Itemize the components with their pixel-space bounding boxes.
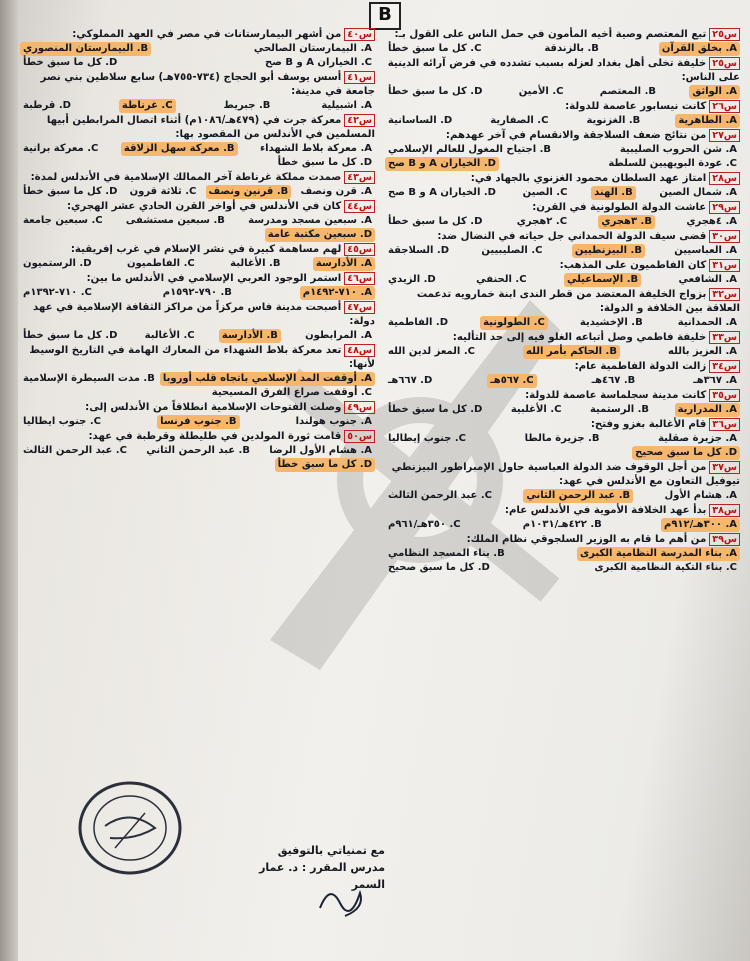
question-number: س٤٤ [344,200,375,213]
answer-option: A. جنوب هولندا [295,416,372,427]
answer-options [20,257,375,271]
answer-option-highlighted: A. بخلق القرآن [659,42,740,56]
question-stem-line [385,28,740,42]
answer-option-highlighted: C. غرناطة [119,99,176,113]
answer-options [385,374,740,388]
question-number: س٣١ [709,259,740,272]
answer-option-highlighted: D. كل ما سبق صحيح [632,446,740,460]
answer-option: C. المعز لدين الله [388,346,475,357]
answer-option: A. معركة بلاط الشهداء [260,143,372,154]
answer-option-highlighted: C. ٥٦٧هـ [487,374,536,388]
answer-options [385,489,740,503]
question-text: أسس يوسف أبو الحجاج (٧٣٤-٧٥٥هـ) سابع سلاطين بني نصر جامعة في مدينة: [40,72,375,97]
answer-options [20,42,375,70]
answer-option: B. جبريط [223,100,271,111]
answer-option-highlighted: A. الواثق [689,85,740,99]
answer-options [385,143,740,171]
right-question-column [385,28,740,576]
question-stem-line [20,171,375,185]
answer-option: C. الأمين [518,86,564,97]
answer-options [385,85,740,99]
answer-option: D. كل ما سبق خطأ [388,86,483,97]
answer-option: B. سبعين مستشفى [125,215,225,226]
answer-option: B. الأغالبة [230,258,281,269]
question-block [385,504,740,532]
question-stem-line [385,389,740,403]
question-block [385,129,740,171]
answer-option: A. البيمارستان الصالحي [253,43,372,54]
question-number: س٤٩ [344,401,375,414]
answer-option-highlighted: D. الخياران A و B صح [385,157,499,171]
answer-option: C. عودة البويهيين للسلطة [608,158,737,169]
answer-option: A. الشافعي [678,274,737,285]
answer-option: C. كل ما سبق خطأ [388,43,482,54]
question-stem-line [385,461,740,489]
question-block [385,172,740,200]
question-text: كانت نيسابور عاصمة للدولة: [565,101,707,112]
answer-option: D. كل ما سبق صحيح [388,562,490,573]
answer-option: A. ٤هجري [686,216,737,227]
question-text: وصلت الفتوحات الإسلامية انطلاقاً من الأندلس إلى: [85,402,342,413]
question-block [385,533,740,575]
answer-option: D. كل ما سبق خطأ [388,404,483,415]
left-question-column [20,28,375,473]
question-number: س٣٤ [709,360,740,373]
answer-option-highlighted: A. بناء المدرسة النظامية الكبرى [577,547,740,561]
answer-option: C. الصين [522,187,568,198]
question-block [385,389,740,417]
question-block [20,243,375,271]
answer-option: A. سبعين مسجد ومدرسة [248,215,372,226]
answer-option: C. ٣٥٠هـ/٩٦١م [388,519,461,530]
answer-option: D. كل ما سبق خطأ [277,157,372,168]
question-text: قام الأغالبة بغزو وفتح: [590,419,707,430]
answer-options [385,345,740,359]
answer-option: B. المعتصم [599,86,656,97]
answer-option: C. الفاطميون [126,258,195,269]
answer-options [20,99,375,113]
question-block [385,461,740,503]
answer-option: B. جزيرة مالطا [524,433,600,444]
answer-option: A. الحمدانية [677,317,737,328]
question-block [20,344,375,400]
answer-option: C. الأغلبية [510,404,562,415]
answer-option: B. بناء المسجد النظامي [388,548,505,559]
answer-option-highlighted: B. عبد الرحمن الثاني [523,489,633,503]
question-block [20,114,375,170]
answer-option-highlighted: B. البيزنطيين [572,244,645,258]
question-block [20,272,375,300]
question-stem-line [385,331,740,345]
question-block [385,418,740,460]
answer-option-highlighted: B. الهند [591,186,636,200]
answer-option-highlighted: B. الحاكم بأمر الله [523,345,620,359]
page-letter-box: B [369,2,401,30]
question-number: س٣٢ [709,288,740,301]
question-number: س٢٧ [709,129,740,142]
answer-option: C. جنوب إيطاليا [388,433,466,444]
answer-option: B. ٧٩٠-١٥٩٢م [162,287,232,298]
question-stem-line [385,230,740,244]
answer-options [385,215,740,229]
answer-option-highlighted: D. سبعين مكتبة عامة [265,228,375,242]
answer-options [385,432,740,460]
question-stem-line [385,360,740,374]
question-text: من أهم ما قام به الوزير السلجوقي نظام الملك: [466,534,707,545]
answer-options [385,114,740,128]
question-text: أصبحت مدينة فاس مركزاً من مراكز الثقافة الإسلامية في عهد دولة: [33,302,375,327]
answer-option-highlighted: A. ٧١٠-١٤٩٢م [300,286,375,300]
question-block [385,288,740,330]
answer-option: C. جنوب ايطاليا [23,416,101,427]
answer-option: C. سبعين جامعة [23,215,103,226]
answer-option: C. عبد الرحمن الثالث [388,490,492,501]
answer-option: D. قرطبة [23,100,71,111]
answer-option: C. الأغالبة [144,330,195,341]
answer-option: B. الرستمية [589,404,650,415]
answer-option: B. ٤٢٢هـ/١٠٣١م [522,519,602,530]
question-block [385,331,740,359]
question-number: س٢٦ [709,100,740,113]
question-text: تبع المعتصم وصية أخيه المأمون في حمل الناس على القول بـ: [394,29,707,40]
answer-options [385,186,740,200]
question-number: س٢٨ [709,172,740,185]
answer-options [20,415,375,429]
question-number: س٤٧ [344,301,375,314]
answer-options [385,42,740,56]
question-stem-line [20,28,375,42]
question-number: س٣٩ [709,533,740,546]
question-text: كان الفاطميون على المذهب: [559,260,707,271]
answer-option-highlighted: A. المدرارية [675,403,740,417]
question-number: س٤٨ [344,344,375,357]
question-block [385,360,740,388]
question-block [385,57,740,99]
question-block [20,200,375,242]
answer-option-highlighted: C. الطولونية [480,316,548,330]
question-stem-line [20,401,375,415]
answer-option: A. ٣٦٧هـ [693,375,737,386]
answer-option: A. قرن ونصف [300,186,372,197]
question-stem-line [20,200,375,214]
answer-option: C. ثلاثة قرون [129,186,197,197]
answer-option: D. الساسانية [388,115,453,126]
answer-option: C. أوقفت صراع الفرق المسيحية [211,387,372,398]
question-text: بدأ عهد الخلافة الأموية في الأندلس عام: [504,505,707,516]
answer-option: C. بناء التكية النظامية الكبرى [594,562,737,573]
answer-option: D. كل ما سبق خطأ [23,330,118,341]
question-stem-line [20,243,375,257]
answer-option: A. العباسيين [674,245,737,256]
answer-option: A. هشام الأول [664,490,737,501]
answer-options [385,518,740,532]
answer-option: C. الحنفي [476,274,527,285]
answer-option: C. الخياران A و B صح [265,57,372,68]
answer-option: C. ٢هجري [516,216,568,227]
answer-option-highlighted: B. قرنين ونصف [206,185,292,199]
question-number: س٤١ [344,71,375,84]
question-text: من نتائج ضعف السلاجقة والانقسام في آخر عهدهم: [445,130,707,141]
question-stem-line [385,288,740,316]
question-text: خليفة تخلى أهل بغداد لعزله بسبب تشدده في فرض آرائه الدينية على الناس: [387,58,740,83]
question-number: س٣٧ [709,461,740,474]
answer-options [385,403,740,417]
answer-options [385,316,740,330]
answer-option: D. الخياران A و B صح [388,187,496,198]
question-block [20,401,375,429]
answer-option: D. الزيدي [388,274,436,285]
answer-option: A. العزيز بالله [668,346,737,357]
question-number: س٣٣ [709,331,740,344]
answer-option: C. الصفارية [490,115,549,126]
answer-option: A. اشبيلية [321,100,372,111]
question-stem-line [385,129,740,143]
answer-option-highlighted: A. الطاهرية [675,114,740,128]
question-number: س٣٠ [709,230,740,243]
question-text: من أشهر البيمارستانات في مصر في العهد المملوكي: [72,29,342,40]
question-number: س٢٥ [709,57,740,70]
answer-option: D. السلاجقة [388,245,450,256]
question-stem-line [20,301,375,329]
official-stamp [75,778,185,878]
question-number: س٤٦ [344,272,375,285]
question-block [20,28,375,70]
question-stem-line [20,344,375,372]
question-stem-line [385,201,740,215]
answer-option: D. ٦٦٧هـ [388,375,433,386]
answer-options [20,214,375,242]
question-block [385,100,740,128]
answer-option: D. كل ما سبق خطأ [23,186,118,197]
page-edge-shadow [0,0,18,961]
question-stem-line [20,71,375,99]
answer-option-highlighted: B. معركة سهل الزلاقة [121,142,238,156]
answer-options [385,273,740,287]
footer-teacher: مدرس المقرر : د. عمار السمر [259,861,385,891]
handwritten-signature [315,878,370,923]
question-stem-line [20,114,375,142]
question-text: خليفة فاطمي وصل أتباعه الغلو فيه إلى حد التأليه: [452,332,707,343]
question-stem-line [385,504,740,518]
answer-option: A. شن الحروب الصليبية [619,144,737,155]
answer-options [20,185,375,199]
answer-option: C. عبد الرحمن الثالث [23,445,127,456]
question-block [20,71,375,113]
question-text: من أجل الوقوف ضد الدولة العباسية حاول الإمبراطور البيزنطي تيوفيل التعاون مع الأندلس في عهد: [391,462,740,487]
question-text: لهم مساهمة كبيرة في نشر الإسلام في غرب إفريقية: [70,244,342,255]
answer-option-highlighted: A. أوقفت المد الإسلامي باتجاه قلب أوروبا [160,372,375,386]
answer-options [385,244,740,258]
answer-options [20,286,375,300]
answer-option-highlighted: B. البيمارستان المنصوري [20,42,151,56]
question-stem-line [385,418,740,432]
question-block [385,201,740,229]
answer-option-highlighted: B. جنوب فرنسا [157,415,239,429]
answer-option: A. هشام الأول الرضا [269,445,372,456]
question-stem-line [385,172,740,186]
answer-option: C. الصليبيين [481,245,543,256]
answer-option: C. ٧١٠-١٣٩٢م [23,287,92,298]
question-block [20,171,375,199]
question-stem-line [385,100,740,114]
question-block [20,430,375,472]
question-block [385,28,740,56]
question-text: بزواج الخليفة المعتضد من قطر الندى ابنة خمارويه تدعمت العلاقة بين الخلافة و الدولة: [416,289,740,314]
answer-option: A. جزيرة صقلية [658,433,737,444]
question-stem-line [20,430,375,444]
question-stem-line [385,57,740,85]
answer-option: B. اجتياح المغول للعالم الإسلامي [388,144,552,155]
question-block [20,301,375,343]
answer-option: D. الفاطمية [388,317,449,328]
question-number: س٣٦ [709,418,740,431]
answer-option: B. ٤٦٧هـ [591,375,636,386]
answer-option-highlighted: D. كل ما سبق خطأ [275,458,375,472]
question-text: استمر الوجود العربي الإسلامي في الأندلس ما بين: [86,273,342,284]
question-text: امتاز عهد السلطان محمود الغزنوي بالجهاد في: [470,173,707,184]
answer-option-highlighted: B. ٣هجري [598,215,655,229]
footer-wish: مع تمنياتي بالتوفيق [277,844,385,857]
question-stem-line [20,272,375,286]
question-stem-line [385,533,740,547]
question-stem-line [385,259,740,273]
answer-option: A. المرابطون [305,330,372,341]
question-text: كان في الأندلس في أواخر القرن الحادي عشر الهجري: [66,201,342,212]
answer-options [20,329,375,343]
question-text: صمدت مملكة غرناطة آخر الممالك الإسلامية في الأندلس لمدة: [30,172,342,183]
question-number: س٣٥ [709,389,740,402]
question-text: معركة جرت في (٤٧٩هـ/١٠٨٦م) أثناء اتصال المرابطين أبيها المسلمين في الأندلس من المقصود بها: [46,115,375,140]
question-number: س٢٥ [709,28,740,41]
question-number: س٤٣ [344,171,375,184]
answer-option-highlighted: A. ٣٠٠هـ/٩١٢م [661,518,740,532]
answer-option-highlighted: A. الأدارسة [313,257,375,271]
answer-option: C. معركة برانية [23,143,99,154]
question-number: س٤٠ [344,28,375,41]
answer-option: A. شمال الصين [659,187,737,198]
question-text: قامت ثورة المولدين في طليطلة وقرطبة في عهد: [88,431,342,442]
question-number: س٥٠ [344,430,375,443]
answer-option-highlighted: B. الأدارسة [219,329,281,343]
question-number: س٤٥ [344,243,375,256]
answer-options [20,372,375,400]
answer-option: B. مدت السيطرة الإسلامية [23,373,155,384]
answer-options [385,547,740,575]
question-block [385,230,740,258]
question-text: عاشت الدولة الطولونية في القرن: [532,202,707,213]
answer-option: D. كل ما سبق خطأ [23,57,118,68]
answer-option-highlighted: B. الإسماعيلي [564,273,641,287]
answer-options [20,142,375,170]
answer-option: B. الإخشيدية [579,317,643,328]
answer-option: D. الرستميون [23,258,92,269]
question-text: كانت مدينة سجلماسة عاصمة للدولة: [525,390,707,401]
answer-option: D. كل ما سبق خطأ [388,216,483,227]
question-text: تعد معركة بلاط الشهداء من المعارك الهامة في التاريخ الوسيط لأنها: [29,345,375,370]
answer-options [20,444,375,472]
question-block [385,259,740,287]
question-text: قضى سيف الدولة الحمداني جل حياته في النضال ضد: [437,231,707,242]
question-text: زالت الدولة الفاطمية عام: [574,361,707,372]
question-number: س٤٢ [344,114,375,127]
question-number: س٣٨ [709,504,740,517]
answer-option: B. بالزندقة [544,43,599,54]
answer-option: B. عبد الرحمن الثاني [146,445,250,456]
question-number: س٢٩ [709,201,740,214]
answer-option: B. الغزنوية [586,115,641,126]
